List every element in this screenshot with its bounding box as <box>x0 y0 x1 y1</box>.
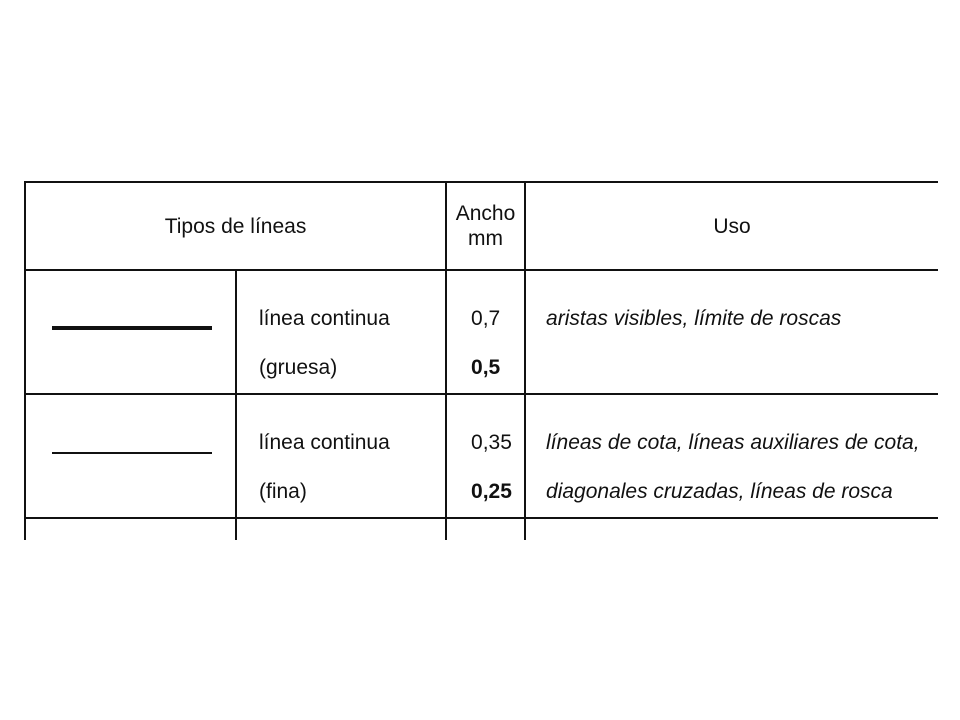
line-width-cell <box>446 270 525 394</box>
line-types-table-container <box>24 181 938 540</box>
line-name-cell <box>236 518 446 540</box>
thick-line-sample <box>52 326 212 330</box>
line-usage-cell <box>525 394 938 518</box>
line-sample-cell <box>25 270 236 394</box>
line-name: línea continua <box>259 307 390 330</box>
line-usage-text: aristas visibles, límite de roscas <box>546 307 842 330</box>
line-name-cell <box>236 394 446 518</box>
table-row <box>25 270 938 394</box>
line-usage-cell <box>525 270 938 394</box>
table-row-partial <box>25 518 938 540</box>
line-width-cell <box>446 518 525 540</box>
line-width-cell <box>446 394 525 518</box>
line-sample-cell <box>25 518 236 540</box>
line-usage-text: líneas de cota, líneas auxiliares de cota, <box>546 431 920 454</box>
line-variant: (gruesa) <box>259 356 338 379</box>
line-width-primary: 0,35 <box>471 431 512 454</box>
line-name-cell <box>236 270 446 394</box>
line-variant: (fina) <box>259 480 307 503</box>
table-row <box>25 394 938 518</box>
line-width-primary: 0,7 <box>471 307 501 330</box>
thin-line-sample <box>52 452 212 454</box>
line-name: línea continua <box>259 431 390 454</box>
header-uso: Uso <box>525 182 938 270</box>
line-width-secondary: 0,25 <box>471 480 512 503</box>
header-ancho-mm <box>446 182 525 270</box>
line-sample-cell <box>25 394 236 518</box>
table-header-row <box>25 182 938 270</box>
header-ancho-label: Ancho <box>455 202 516 225</box>
header-mm-label: mm <box>468 227 504 250</box>
line-usage-text-2: diagonales cruzadas, líneas de rosca <box>546 480 893 503</box>
header-tipos-de-lineas: Tipos de líneas <box>25 182 446 270</box>
line-usage-text-2 <box>526 355 938 380</box>
line-usage-cell <box>525 518 938 540</box>
line-types-table <box>24 181 938 540</box>
line-width-secondary: 0,5 <box>471 356 501 379</box>
